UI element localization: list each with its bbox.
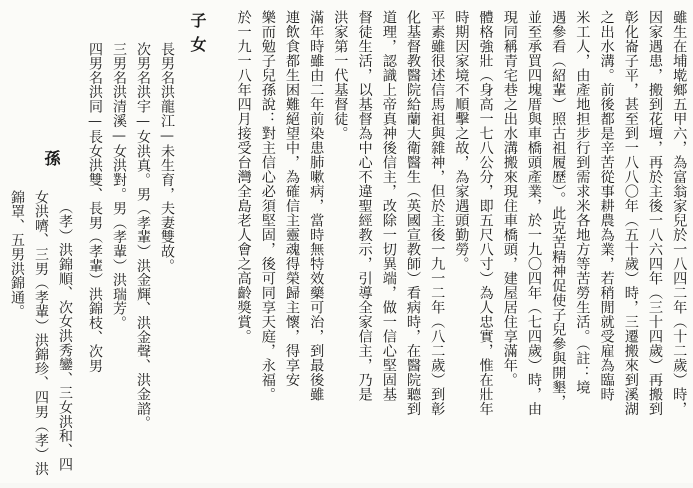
biography-column: 米工人，由產地担步行到需求米各地方等苦勞生活。（註：境 [574,10,591,395]
biography-column: 化基督教醫院給蘭大衛醫生（英國宣教師）看病時，在醫院聽到 [405,10,421,416]
biography-column: 道理，認識上帝真神後信主，改除一切異端，做一信心堅固基 [380,10,397,402]
child-entry: 長男名洪龍江—未生育，夫妻雙故。 [159,42,175,273]
biography-column: 因家遇患，搬到花壇，再於主後一八六四年（三十四歲）再搬到 [647,10,663,416]
biography-column: 滿年時雖由二年前染患肺嗽病，當時無特效藥可治，到最後雖 [308,10,325,402]
children-heading: 子女 [188,12,207,60]
biography-column: 現同稱青宅巷之出水溝搬來現住車橋頭，建屋居住享滿年。 [501,10,518,387]
biography-column: 之出水溝。前後都是辛苦從事耕農為業，若稍閒就受雇為臨時 [598,10,615,402]
child-entry: 次男名洪宇—女洪真。男（孝輩）洪金輝、洪金聲、洪金諮。 [135,42,151,431]
child-entry: 四男名洪同—長女洪雙、長男（孝輩）洪錦枝、次男 [87,42,103,373]
grandchild-entry: 女洪嚌、三男（孝輩）洪錦珍、四男（孝）洪 [33,190,49,476]
biography-column: 平素雖很述信馬祖與雜神，但於主後一九一二年（八二歲）到彰 [429,10,446,416]
biography-column: 雖生在埔墘鄉五甲六，為富翁家兒於一八四二年（十二歲）時， [671,10,688,416]
biography-column: 連飲食都生困難絕望中，為確信主靈魂得榮歸主懷，得享安 [284,10,300,387]
biography-column: 時期因家境不順擊之故，為家遇頭勤勞。 [453,10,470,271]
biography-column: 彰化崙子平，甚至到一八八〇年（五十歲）時，三遷搬來到溪湖 [622,10,639,416]
biography-column: 於一九一八年四月接受台灣全島老人會之高齡獎賞。 [235,10,252,344]
grandchild-entry: 錦罩、五男洪錦通。 [9,190,25,319]
grandchildren-heading: 孫 [42,150,61,174]
biography-column: 並至承買四塊厝與車橋頭產業，於一九〇四年（七四歲）時，由 [526,10,542,416]
biography-column: 樂而勉子兒孫說：對主信心必須堅固，後可同享天庭，永福。 [259,10,276,402]
child-entry: 三男名洪清溪—女洪對。男（孝輩）洪瑞芳。 [111,42,127,330]
biography-column: 遇參看（紹輩）照古祖履歷）。此克苦精神促使子兒參與開墾， [550,10,567,409]
biography-column: 體格強壯（身高一七八公分，即五尺八寸）為人忠實，惟在壯年 [477,10,494,416]
grandchild-entry: （孝）洪錦順、次女洪秀鑾、三女洪和、四 [57,200,73,472]
biography-column: 督徒生活，以基督為中心不違聖經教示，引導全家信主，乃是 [356,10,373,402]
biography-column: 洪家第一代基督徒。 [332,10,349,141]
